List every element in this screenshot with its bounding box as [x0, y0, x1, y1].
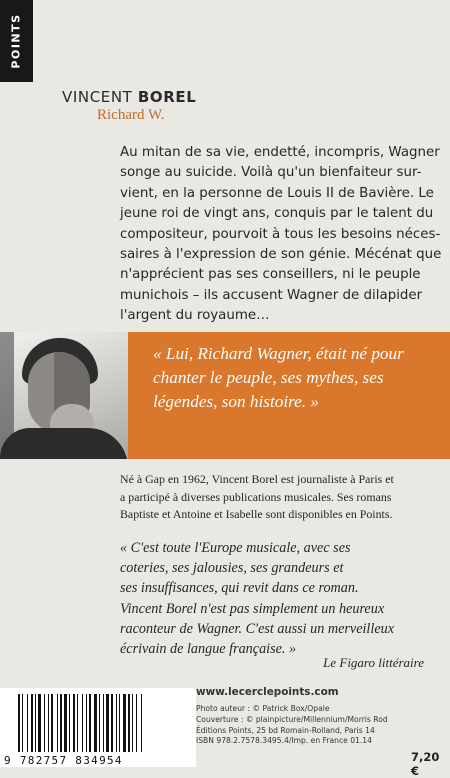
barcode-bar: [73, 694, 75, 752]
quote-line: chanter le peuple, ses mythes, ses: [153, 368, 384, 387]
barcode-bar: [89, 694, 91, 752]
blurb-line: n'apprécient pas ses conseillers, ni le peuple: [120, 267, 421, 283]
review-line: Vincent Borel n'est pas simplement un heureux: [120, 600, 385, 617]
barcode-bar: [77, 694, 78, 752]
barcode-bar: [111, 694, 113, 752]
publisher-logo-tab: [0, 0, 33, 82]
credit-line: ISBN 978.2.7578.3495.4/Imp. en France 01.14: [196, 736, 372, 746]
author-last-name: BOREL: [137, 88, 197, 106]
barcode-bars: [18, 694, 188, 752]
barcode-bar: [18, 694, 20, 752]
author-bio: [120, 471, 430, 524]
book-title: Richard W.: [97, 107, 165, 123]
barcode-bar: [48, 694, 49, 752]
barcode-bar: [94, 694, 97, 752]
credit-line: Couverture : © plainpicture/Millennium/Morris Rod: [196, 714, 388, 724]
bio-line: Né à Gap en 1962, Vincent Borel est journaliste à Paris et: [120, 472, 394, 486]
bio-line: Baptiste et Antoine et Isabelle sont disponibles en Points.: [120, 507, 393, 521]
barcode-bar: [35, 694, 36, 752]
barcode-bar: [22, 694, 23, 752]
blurb-line: compositeur, pourvoit à tous les besoins néces-: [120, 226, 441, 242]
publisher-logo: POINTS: [9, 13, 23, 69]
isbn-barcode: [0, 688, 196, 767]
blurb-line: saires à l'expression de son génie. Mécénat que: [120, 247, 442, 263]
barcode-bar: [103, 694, 104, 752]
credit-line: Éditions Points, 25 bd Romain-Rolland, Paris 14: [196, 725, 375, 735]
barcode-bar: [128, 694, 130, 752]
barcode-bar: [31, 694, 33, 752]
quote-line: « Lui, Richard Wagner, était né pour: [153, 344, 404, 363]
blurb-line: l'argent du royaume…: [120, 308, 270, 324]
barcode-bar: [106, 694, 109, 752]
price: 7,20 €: [411, 750, 440, 778]
review-line: coteries, ses jalousies, ses grandeurs et: [120, 560, 344, 577]
barcode-bar: [64, 694, 67, 752]
credits: [196, 704, 426, 747]
barcode-bar: [57, 694, 58, 752]
barcode-bar: [38, 694, 41, 752]
quote-line: légendes, son histoire. »: [153, 392, 319, 411]
barcode-bar: [132, 694, 133, 752]
barcode-bar: [60, 694, 62, 752]
review-line: « C'est toute l'Europe musicale, avec ses: [120, 540, 351, 556]
barcode-bar: [69, 694, 70, 752]
barcode-bar: [51, 694, 53, 752]
blurb-line: vient, en la personne de Louis II de Bavière. Le: [120, 185, 434, 201]
back-cover-blurb: [120, 143, 442, 327]
press-review: [120, 538, 430, 659]
barcode-bar: [136, 694, 137, 752]
barcode-bar: [86, 694, 87, 752]
credit-line: Photo auteur : © Patrick Box/Opale: [196, 704, 330, 713]
review-line: ses insuffisances, qui revit dans ce roman.: [120, 580, 359, 597]
blurb-line: songe au suicide. Voilà qu'un bienfaiteur sur-: [120, 165, 422, 181]
barcode-bar: [141, 694, 142, 752]
blurb-line: jeune roi de vingt ans, conquis par le talent du: [120, 206, 434, 222]
review-source: Le Figaro littéraire: [323, 655, 424, 670]
barcode-bar: [119, 694, 120, 752]
barcode-digits: 9 782757 834954: [4, 754, 123, 767]
review-line: raconteur de Wagner. C'est aussi un merveilleux: [120, 620, 395, 637]
blurb-line: munichois – ils accusent Wagner de dilapider: [120, 287, 423, 303]
blurb-line: Au mitan de sa vie, endetté, incompris, Wagner: [120, 145, 440, 160]
barcode-bar: [99, 694, 100, 752]
publisher-website[interactable]: www.lecerclepoints.com: [196, 686, 339, 698]
pull-quote: [153, 342, 443, 414]
barcode-bar: [27, 694, 28, 752]
barcode-bar: [44, 694, 45, 752]
review-line: écrivain de langue française. »: [120, 641, 297, 658]
barcode-bar: [123, 694, 126, 752]
author-name: [62, 88, 196, 106]
author-first-name: VINCENT: [62, 88, 138, 106]
bio-line: a participé à diverses publications musicales. Ses romans: [120, 489, 392, 504]
author-photo: [0, 332, 128, 459]
barcode-bar: [82, 694, 83, 752]
barcode-bar: [116, 694, 117, 752]
